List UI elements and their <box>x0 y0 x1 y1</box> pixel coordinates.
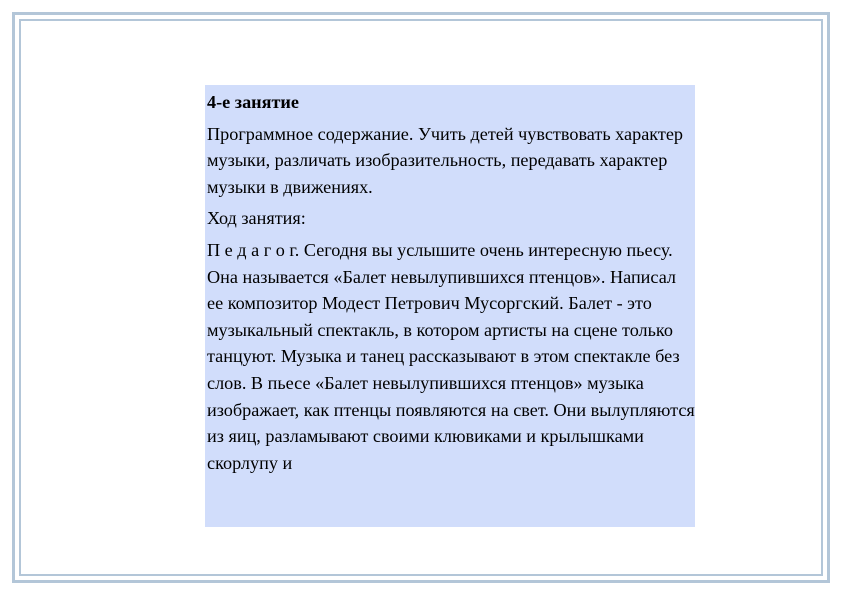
lesson-progress-paragraph: Ход занятия: <box>207 208 306 229</box>
lesson-heading: 4-е занятие <box>207 92 299 112</box>
program-content-paragraph: Программное содержание. Учить детей чувствовать характер музыки, различать изобразительность, передавать характер музыки в движениях. <box>207 123 683 197</box>
teacher-speech-paragraph: П е д а г о г. Сегодня вы услышите очень интересную пьесу. Она называется «Балет невылупившихся птенцов». Написал ее композитор Модест Петрович Мусоргский. Балет - это музыкальный спектакль, в котором артисты на сцене только танцуют. Музыка и танец рассказывают в этом спектакле без слов. В пьесе «Балет невылупившихся птенцов» музыка изображает, как птенцы появляются на свет. Они вылупляются из яиц, разламывают своими клювиками и крылышками скорлупу и <box>207 239 695 473</box>
lesson-text-box <box>205 85 695 527</box>
